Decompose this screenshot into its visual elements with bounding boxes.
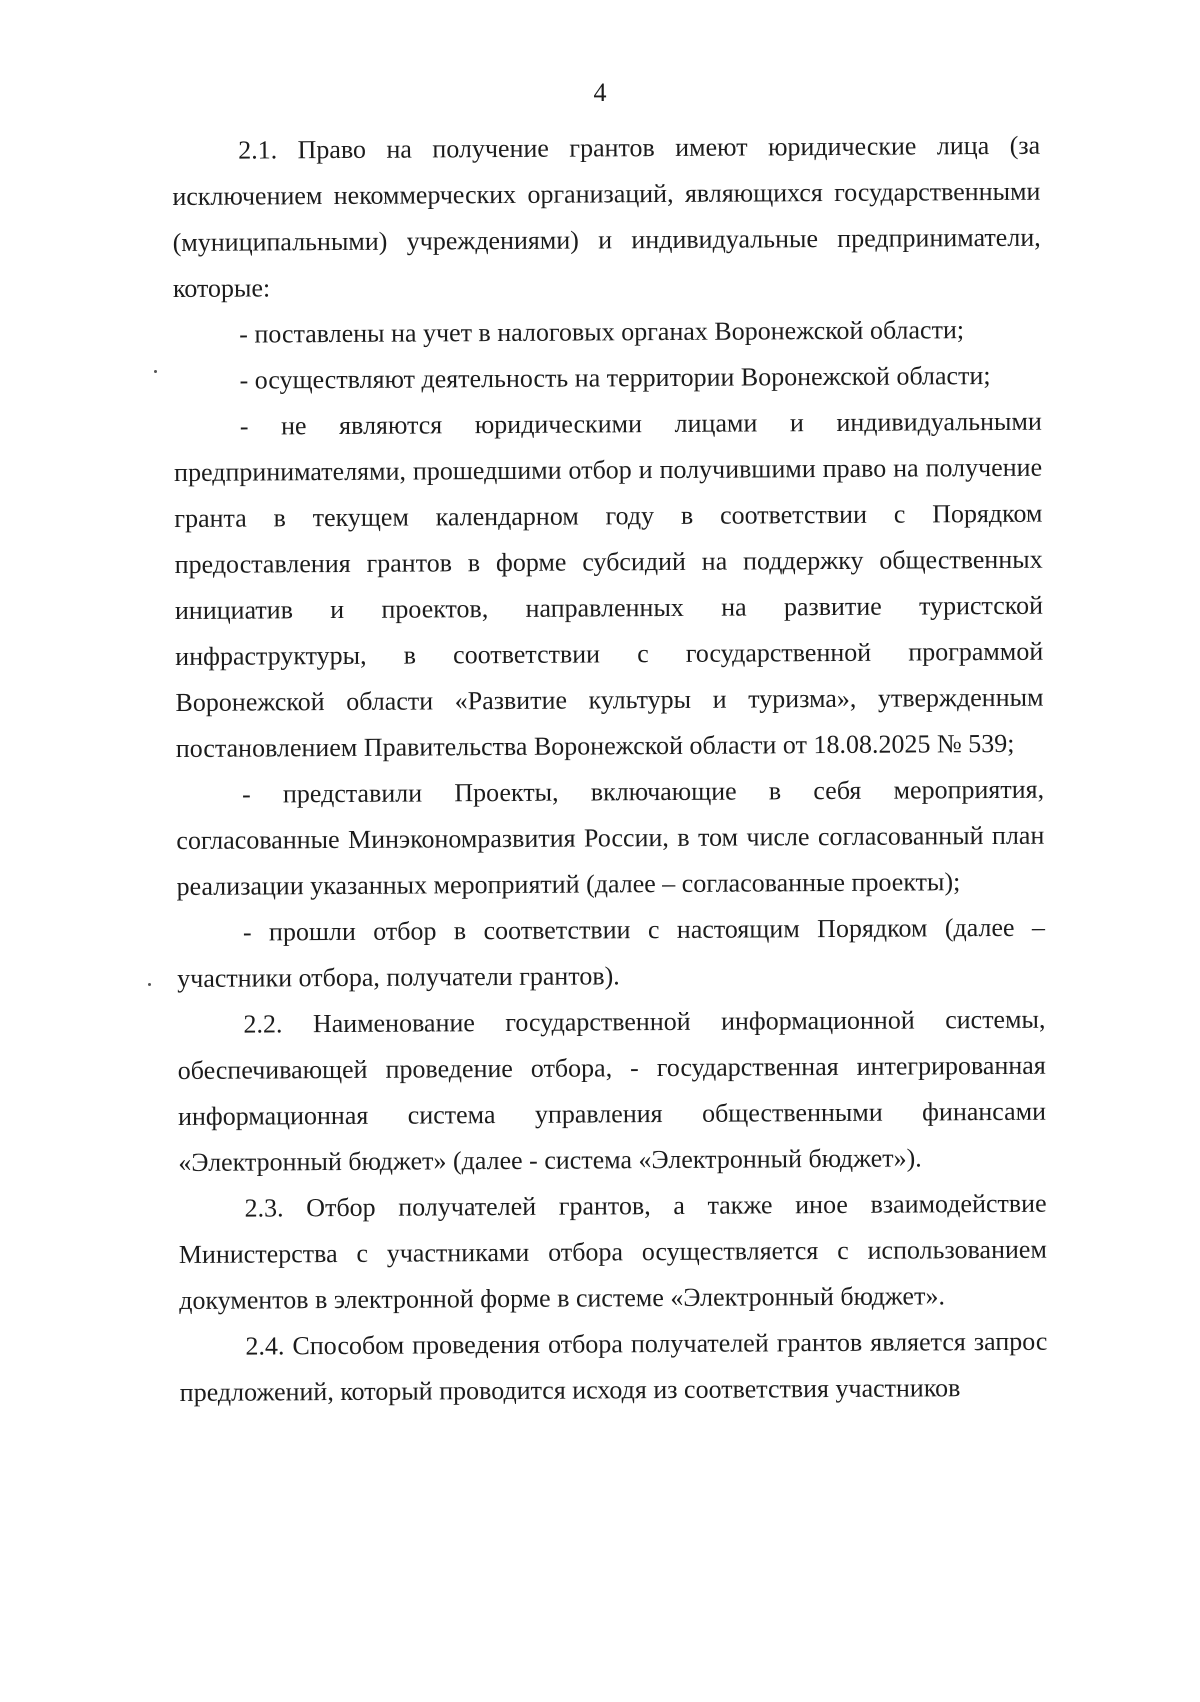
list-item-agreed-projects: - представили Проекты, включающие в себя мероприятия, согласованные Минэкономразвития России, в том числе согласованный план реализации указанных мероприятий (далее – согласованные проекты); (176, 774, 1045, 901)
scan-speck (148, 983, 151, 986)
list-item-not-previous-recipients: - не являются юридическими лицами и индивидуальными предпринимателями, прошедшими отбор и получившими право на получение гранта в текущем календарном году в соответствии с Порядком предоставления грантов в форме субсидий на поддержку общественных инициатив и проектов, направленных на развитие туристской инфраструктуры, в соответствии с государственной программой Воронежской области «Развитие культуры и туризма», утвержденным постановлением Правительства Воронежской области от 18.08.2025 № 539; (174, 406, 1044, 763)
paragraph-2-3: 2.3. Отбор получателей грантов, а также иное взаимодействие Министерства с участниками отбора осуществляется с использованием документов в электронной форме в системе «Электронный бюджет». (178, 1188, 1047, 1315)
list-item-passed-selection: - прошли отбор в соответствии с настоящим Порядком (далее – участники отбора, получатели грантов). (177, 912, 1045, 993)
page-number: 4 (593, 78, 607, 107)
list-item-tax-registration: - поставлены на учет в налоговых органах Воронежской области; (239, 315, 965, 349)
document-body (172, 123, 1048, 1416)
scan-speck (154, 370, 157, 373)
paragraph-2-2: 2.2. Наименование государственной информационной системы, обеспечивающей проведение отбора, - государственная интегрированная информационная система управления общественными финансами «Электронный бюджет» (далее - система «Электронный бюджет»). (177, 1004, 1047, 1177)
paragraph-2-1: 2.1. Право на получение грантов имеют юридические лица (за исключением некоммерческих организаций, являющихся государственными (муниципальными) учреждениями) и индивидуальные предприниматели, которые: (172, 130, 1041, 303)
list-item-activity-territory: - осуществляют деятельность на территории Воронежской области; (239, 361, 991, 395)
paragraph-2-4: 2.4. Способом проведения отбора получателей грантов является запрос предложений, который проводится исходя из соответствия участников (179, 1326, 1048, 1407)
